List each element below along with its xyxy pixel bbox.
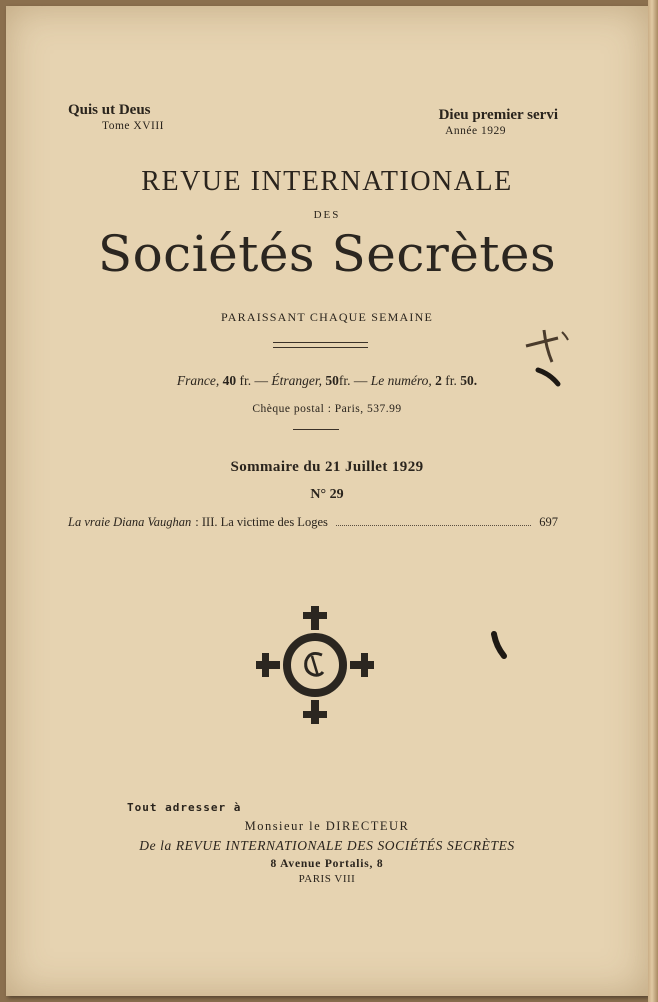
foreign-price: 50 <box>325 373 339 388</box>
ink-spot-icon <box>488 630 510 660</box>
masthead-line-2: DES <box>313 209 341 221</box>
france-unit: fr. <box>239 373 252 388</box>
address-street: 8 Avenue Portalis, 8 <box>270 858 384 870</box>
masthead-subtitle: PARAISSANT CHAQUE SEMAINE <box>220 310 434 324</box>
issue-label: Le numéro, <box>370 373 432 388</box>
contents-entry <box>68 515 558 530</box>
ink-blot-icon <box>534 366 564 388</box>
masthead-line-1: REVUE INTERNATIONALE <box>141 166 513 197</box>
postal-cheque: Chèque postal : Paris, 537.99 <box>252 403 402 415</box>
single-rule-divider <box>293 429 339 430</box>
issue-price: 2 <box>435 373 442 388</box>
address-city: PARIS VIII <box>298 873 356 885</box>
entry-page: 697 <box>539 515 558 529</box>
masthead-title: Sociétés Secrètes <box>97 225 557 283</box>
publication-year: Année 1929 <box>445 125 506 137</box>
page-edge <box>648 0 658 1002</box>
dash-1: — <box>254 373 268 388</box>
issue-cents: 50. <box>460 373 478 388</box>
header-right <box>398 107 558 137</box>
right-motto: Dieu premier servi <box>438 107 558 123</box>
foreign-unit: fr. <box>338 373 351 388</box>
foreign-label: Étranger, <box>271 373 322 388</box>
double-rule-divider <box>273 342 368 348</box>
issue-number: N° 29 <box>310 487 344 502</box>
france-label: France, <box>176 373 220 388</box>
journal-cover <box>6 6 648 996</box>
address-publication: De la REVUE INTERNATIONALE DES SOCIÉTÉS SECRÈTES <box>139 838 515 853</box>
left-motto: Quis ut Deus <box>68 102 151 118</box>
leader-dots <box>336 525 531 526</box>
cross-circle-emblem-icon <box>254 604 376 726</box>
entry-title: : III. La victime des Loges <box>195 515 328 529</box>
france-price: 40 <box>222 373 237 388</box>
header-left <box>68 102 188 132</box>
issue-unit: fr. <box>445 373 457 388</box>
contents-heading: Sommaire du 21 Juillet 1929 <box>230 459 424 475</box>
dash-2: — <box>353 373 368 388</box>
address-lead: Tout adresser à <box>127 801 242 814</box>
volume-number: Tome XVIII <box>102 120 164 132</box>
entry-author: La vraie Diana Vaughan <box>68 515 192 529</box>
address-recipient: Monsieur le DIRECTEUR <box>244 819 410 833</box>
